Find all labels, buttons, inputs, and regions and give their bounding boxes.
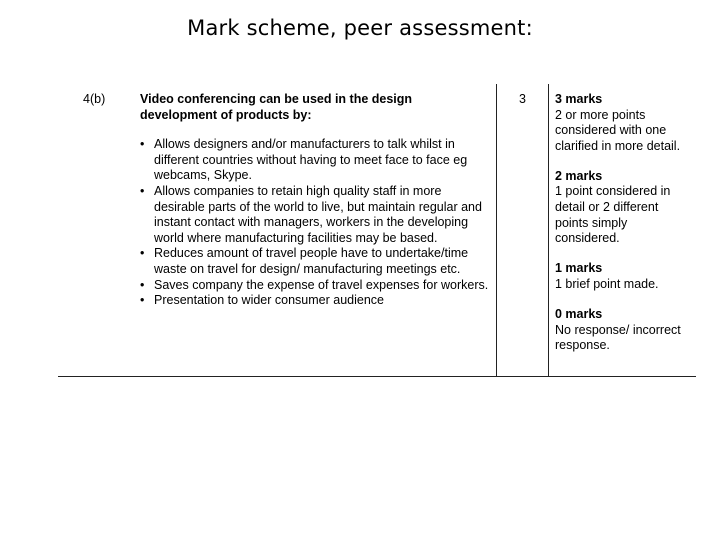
answer-point: • Presentation to wider consumer audience bbox=[140, 293, 490, 309]
answer-column bbox=[140, 92, 490, 309]
mark-band-criteria: 1 brief point made. bbox=[555, 276, 659, 291]
column-divider bbox=[496, 84, 497, 376]
mark-band bbox=[555, 92, 695, 154]
answer-point: • Allows designers and/or manufacturers to talk whilst in different countries without having to meet face to face eg webcams, Skype. bbox=[140, 137, 490, 184]
mark-band bbox=[555, 169, 695, 247]
mark-band-title: 2 marks bbox=[555, 168, 603, 183]
answer-point: • Allows companies to retain high quality staff in more desirable parts of the world to live, but maintain regular and instant contact with managers, workers in the developing world where manufacturing facilities may be based. bbox=[140, 184, 490, 246]
answer-points bbox=[140, 137, 490, 309]
mark-band-criteria: 2 or more points considered with one clarified in more detail. bbox=[555, 107, 681, 153]
column-divider bbox=[548, 84, 549, 376]
answer-point: • Saves company the expense of travel expenses for workers. bbox=[140, 278, 490, 294]
mark-bands-column bbox=[555, 92, 695, 368]
mark-band-title: 3 marks bbox=[555, 92, 603, 106]
mark-band bbox=[555, 307, 695, 354]
question-number: 4(b) bbox=[83, 92, 106, 106]
question-heading: Video conferencing can be used in the design development of products by: bbox=[140, 92, 413, 122]
mark-band-criteria: 1 point considered in detail or 2 different points simply considered. bbox=[555, 184, 671, 246]
mark-band bbox=[555, 261, 695, 292]
answer-point: • Reduces amount of travel people have to undertake/time waste on travel for design/ manufacturing meetings etc. bbox=[140, 246, 490, 277]
mark-band-title: 0 marks bbox=[555, 307, 603, 322]
mark-band-title: 1 marks bbox=[555, 261, 603, 276]
total-marks: 3 bbox=[519, 92, 526, 106]
slide-title: Mark scheme, peer assessment: bbox=[187, 16, 533, 40]
mark-band-criteria: No response/ incorrect response. bbox=[555, 322, 681, 353]
mark-scheme-table bbox=[58, 84, 696, 377]
